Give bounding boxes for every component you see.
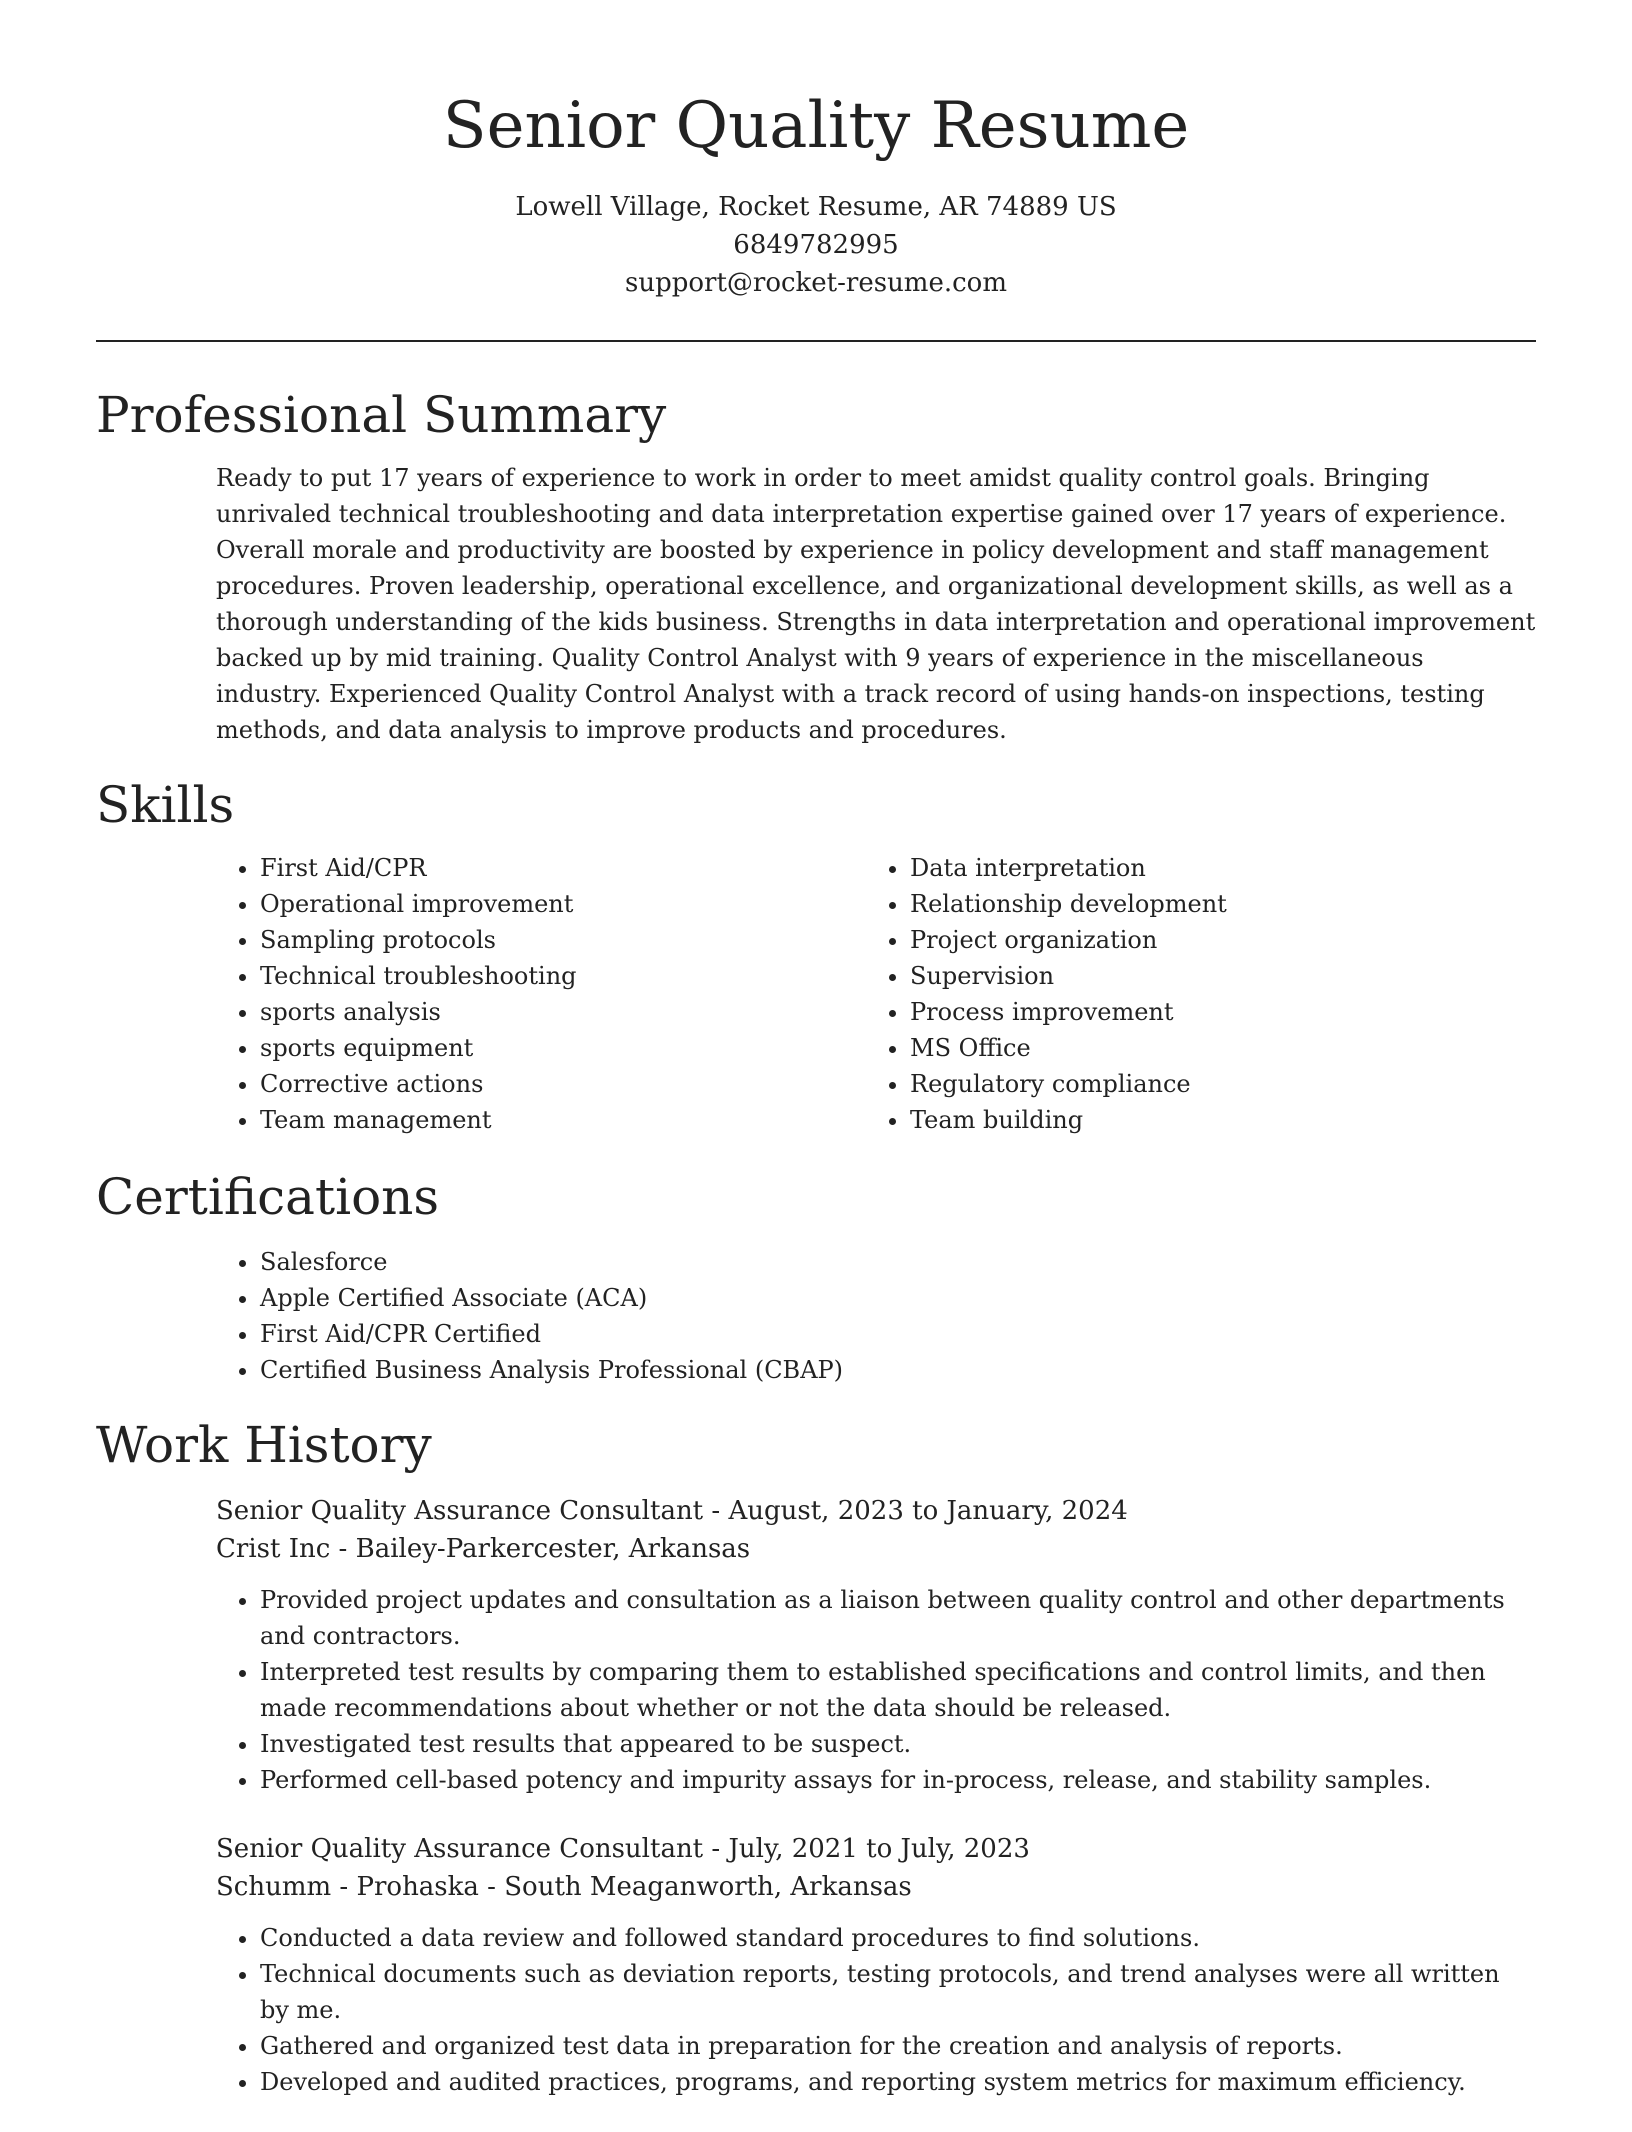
skill-item: • Technical troubleshooting: [260, 958, 866, 994]
job-title: Senior Quality Assurance Consultant: [216, 1834, 704, 1864]
skill-item: • Data interpretation: [910, 850, 1516, 886]
job-entry: [216, 1830, 1536, 2100]
job-bullet: • Provided project updates and consultation as a liaison between quality control and other departments and contractors.: [260, 1582, 1536, 1654]
skill-item: • First Aid/CPR: [260, 850, 866, 886]
job-bullet: • Developed and audited practices, programs, and reporting system metrics for maximum efficiency.: [260, 2064, 1536, 2100]
separator: -: [703, 1496, 729, 1526]
summary-heading: Professional Summary: [96, 386, 667, 444]
resume-title: Senior Quality Resume: [442, 89, 1190, 163]
certifications-section: [96, 1162, 1536, 1388]
certification-item: • Apple Certified Associate (ACA): [260, 1280, 1536, 1316]
skill-item: • MS Office: [910, 1030, 1516, 1066]
skill-item: • Project organization: [910, 922, 1516, 958]
certification-item: • Certified Business Analysis Professional (CBAP): [260, 1352, 1536, 1388]
skill-item: • Supervision: [910, 958, 1516, 994]
job-bullet: • Interpreted test results by comparing them to established specifications and control limits, and then made recommendations about whether or not the data should be released.: [260, 1654, 1536, 1726]
skills-column-left: [216, 850, 866, 1138]
separator: -: [478, 1872, 505, 1902]
job-dates: August, 2023 to January, 2024: [728, 1496, 1128, 1526]
skills-heading: Skills: [96, 776, 235, 834]
job-location: South Meaganworth, Arkansas: [504, 1872, 912, 1902]
job-company: Crist Inc: [216, 1534, 331, 1564]
job-bullet: • Conducted a data review and followed standard procedures to find solutions.: [260, 1920, 1536, 1956]
job-entry: [216, 1492, 1536, 1798]
skill-item: • Team management: [260, 1102, 866, 1138]
job-company: Schumm - Prohaska: [216, 1872, 479, 1902]
contact-address: Lowell Village, Rocket Resume, AR 74889 US: [515, 192, 1117, 222]
certification-item: • First Aid/CPR Certified: [260, 1316, 1536, 1352]
skill-item: • sports analysis: [260, 994, 866, 1030]
work-history-section: [96, 1410, 1536, 2100]
job-bullet: • Technical documents such as deviation reports, testing protocols, and trend analyses were all written by me.: [260, 1956, 1536, 2028]
header-divider: [96, 340, 1536, 342]
job-title: Senior Quality Assurance Consultant: [216, 1496, 704, 1526]
skill-item: • sports equipment: [260, 1030, 866, 1066]
skill-item: • Process improvement: [910, 994, 1516, 1030]
job-bullet: • Investigated test results that appeared to be suspect.: [260, 1726, 1536, 1762]
skill-item: • Team building: [910, 1102, 1516, 1138]
certification-item: • Salesforce: [260, 1244, 1536, 1280]
job-dates: July, 2021 to July, 2023: [728, 1834, 1030, 1864]
contact-email: support@rocket-resume.com: [624, 268, 1007, 298]
resume-page: [96, 0, 1536, 2132]
skill-item: • Sampling protocols: [260, 922, 866, 958]
resume-header: [96, 0, 1536, 302]
skill-item: • Regulatory compliance: [910, 1066, 1516, 1102]
separator: -: [330, 1534, 356, 1564]
job-bullet: • Gathered and organized test data in preparation for the creation and analysis of reports.: [260, 2028, 1536, 2064]
skill-item: • Corrective actions: [260, 1066, 866, 1102]
job-bullet: • Performed cell-based potency and impurity assays for in-process, release, and stability samples.: [260, 1762, 1536, 1798]
summary-text: Ready to put 17 years of experience to work in order to meet amidst quality control goals. Bringing unrivaled technical troubleshooting and data interpretation expertise gained over 17 years of experience. Overall morale and productivity are boosted by experience in policy development and staff management procedures. Proven leadership, operational excellence, and organizational development skills, as well as a thorough understanding of the kids business. Strengths in data interpretation and operational improvement backed up by mid training. Quality Control Analyst with 9 years of experience in the miscellaneous industry. Experienced Quality Control Analyst with a track record of using hands-on inspections, testing methods, and data analysis to improve products and procedures.: [216, 464, 1536, 744]
skill-item: • Operational improvement: [260, 886, 866, 922]
summary-section: [96, 380, 1536, 748]
skills-section: [96, 770, 1536, 1138]
contact-phone: 6849782995: [733, 230, 899, 260]
job-location: Bailey-Parkercester, Arkansas: [355, 1534, 751, 1564]
skills-column-right: [866, 850, 1516, 1138]
separator: -: [703, 1834, 729, 1864]
skill-item: • Relationship development: [910, 886, 1516, 922]
certifications-heading: Certifications: [96, 1168, 440, 1226]
work-history-heading: Work History: [96, 1416, 432, 1474]
